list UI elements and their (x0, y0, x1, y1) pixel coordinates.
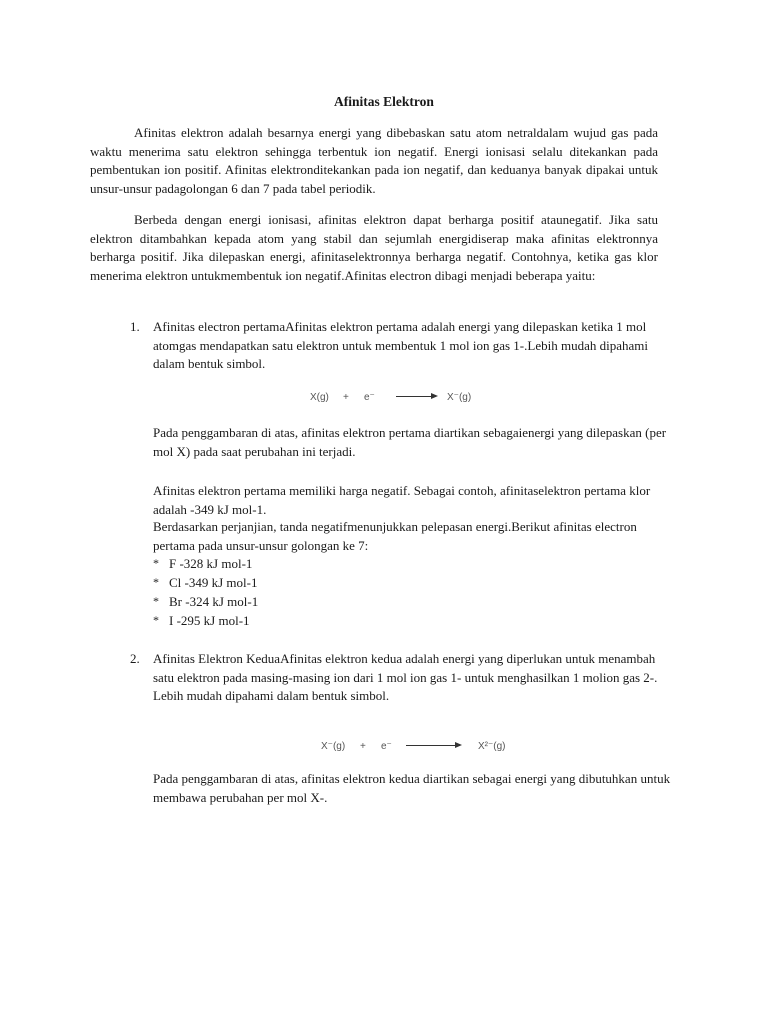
list-item (153, 612, 673, 631)
paragraph-definition-text: Afinitas elektron adalah besarnya energi yang dibebaskan satu atom netraldalam wujud gas pada waktu menerima satu elektron sehingga terbentuk ion negatif. Energi ionisasi selalu ditekankan pada pembentukan ion positif. Afinitas elektronditekankan pada ion negatif, dan keduanya banyak dipakai untuk unsur-unsur padagolongan 6 dan 7 pada tabel periodik. (90, 125, 658, 196)
list-item-intro-symbol-text: Lebih mudah dipahami dalam bentuk simbol. (153, 688, 390, 703)
equation-product: X⁻(g) (447, 392, 472, 403)
equation-first-affinity (0, 388, 768, 408)
explanation-second-affinity: Pada penggambaran di atas, afinitas elektron kedua diartikan sebagai energi yang dibutuhkan untuk membawa perubahan per mol X-. (153, 771, 671, 805)
explanation-first-affinity: Pada penggambaran di atas, afinitas elektron pertama diartikan sebagaienergi yang dilepaskan (per mol X) pada saat perubahan ini terjadi. (153, 425, 667, 459)
equation-plus: + (360, 741, 366, 752)
paragraph-definition (90, 124, 658, 198)
list-item-intro: Afinitas electron pertamaAfinitas elektron pertama adalah energi yang dilepaskan ketika 1 mol atomgas mendapatkan satu elektron untuk membentuk 1 mol ion gas 1-.Lebih mudah dipahami dalam bentuk simbol. (153, 319, 648, 371)
bullet-star-icon: * (153, 556, 159, 570)
bullet-text: I -295 kJ mol-1 (169, 613, 250, 628)
reaction-arrow (396, 396, 436, 397)
list-number: 2. (130, 651, 140, 666)
bullet-text: F -328 kJ mol-1 (169, 556, 253, 571)
list-item (153, 555, 673, 574)
bullet-list-group7 (153, 555, 673, 631)
note-convention: Berdasarkan perjanjian, tanda negatifmenunjukkan pelepasan energi.Berikut afinitas electron pertama pada unsur-unsur golongan ke 7: (153, 519, 637, 553)
page-title: Afinitas Elektron (334, 94, 434, 109)
bullet-star-icon: * (153, 575, 159, 589)
bullet-text: Br -324 kJ mol-1 (169, 594, 259, 609)
equation-product: X²⁻(g) (478, 741, 506, 752)
bullet-text: Cl -349 kJ mol-1 (169, 575, 258, 590)
paragraph-comparison-text: Berbeda dengan energi ionisasi, afinitas elektron dapat berharga positif ataunegatif. Jika satu elektron ditambahkan kepada atom yang stabil dan sejumlah energidiserap maka afinitas elektronnya berharga positif. Jika dilepaskan energi, afinitaselektronnya berharga negatif. Contohnya, ketika gas klor menerima elektron untukmembentuk ion negatif.Afinitas electron dibagi menjadi beberapa yaitu: (90, 212, 658, 283)
equation-second-affinity (0, 737, 768, 757)
equation-electron: e⁻ (381, 741, 392, 752)
list-item (153, 574, 673, 593)
equation-reactant: X⁻(g) (321, 741, 346, 752)
list-item-intro-text: Afinitas Elektron KeduaAfinitas elektron kedua adalah energi yang diperlukan untuk menambah satu elektron pada masing-masing ion dari 1 mol ion gas 1- untuk menghasilkan 1 molion gas 2-. (153, 651, 658, 685)
note-negative-value: Afinitas elektron pertama memiliki harga negatif. Sebagai contoh, afinitaselektron pertama klor adalah -349 kJ mol-1. (153, 483, 651, 517)
paragraph-comparison (90, 211, 658, 285)
equation-reactant: X(g) (310, 392, 329, 403)
list-item (153, 593, 673, 612)
reaction-arrow (406, 745, 460, 746)
bullet-star-icon: * (153, 594, 159, 608)
list-number: 1. (130, 319, 140, 334)
equation-plus: + (343, 392, 349, 403)
bullet-star-icon: * (153, 613, 159, 627)
equation-electron: e⁻ (364, 392, 375, 403)
list-item-intro (153, 650, 670, 706)
